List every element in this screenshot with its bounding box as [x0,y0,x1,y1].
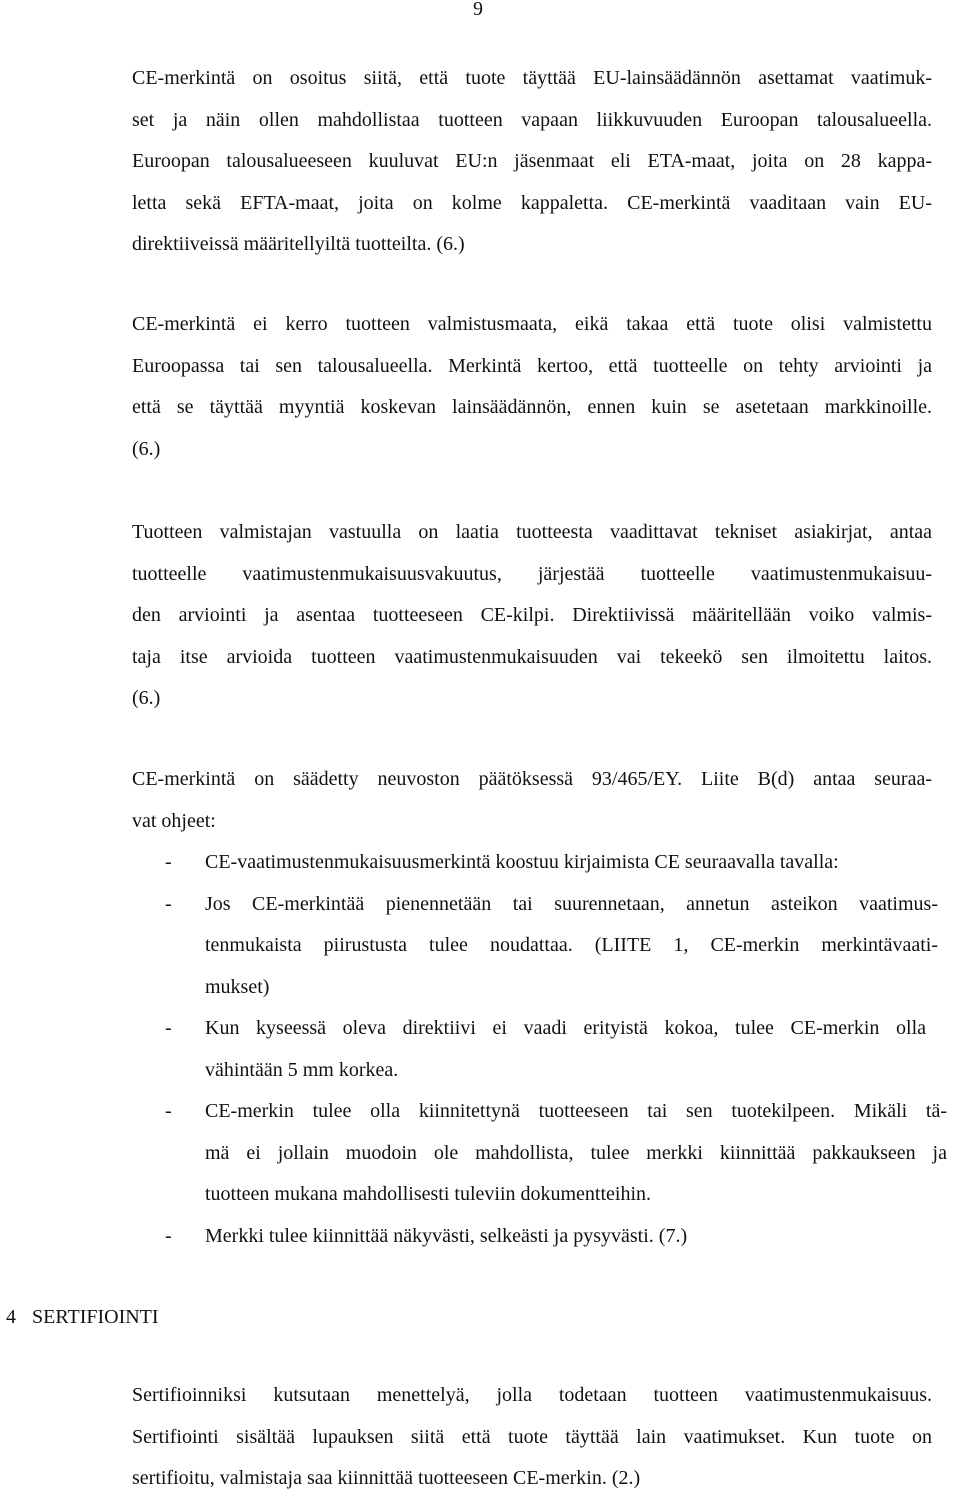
text-line: CE-merkintä on säädetty neuvoston päätöksessä 93/465/EY. Liite B(d) antaa seuraa- [132,768,932,790]
dash-bullet: - [165,851,172,873]
text-line: Sertifiointi sisältää lupauksen siitä että tuote täyttää lain vaatimukset. Kun tuote on [132,1425,932,1448]
text-line: Merkki tulee kiinnittää näkyvästi, selkeästi ja pysyvästi. (7.) [205,1224,688,1247]
list-item [165,1008,960,1091]
section-number: 4 [6,1306,16,1328]
text-line: sertifioitu, valmistaja saa kiinnittää tuotteeseen CE-merkin. (2.) [132,1467,641,1489]
text-line: että se täyttää myyntiä koskevan lainsäädännön, ennen kuin se asetetaan markkinoille. [132,396,932,418]
dash-bullet: - [165,1224,172,1247]
text-line: tenmukaista piirustusta tulee noudattaa. (LIITE 1, CE-merkin merkintävaati- [205,934,938,956]
list-item [165,842,960,884]
text-line: set ja näin ollen mahdollistaa tuotteen vapaan liikkuvuuden Euroopan talousalueella. [132,108,932,131]
dash-bullet: - [165,1017,172,1039]
text-line: (6.) [132,437,161,460]
text-line: mukset) [205,975,270,998]
text-line: Euroopassa tai sen talousalueella. Merkintä kertoo, että tuotteelle on tehty arviointi ja [132,354,932,377]
text-line: CE-vaatimustenmukaisuusmerkintä koostuu kirjaimista CE seuraavalla tavalla: [205,851,839,873]
paragraph-certification [132,1375,932,1500]
text-line: direktiiveissä määritellyiltä tuotteilta. (6.) [132,233,465,255]
text-line: letta sekä EFTA-maat, joita on kolme kappaletta. CE-merkintä vaaditaan vain EU- [132,191,932,214]
dash-bullet: - [165,1100,172,1122]
text-line: tuotteelle vaatimustenmukaisuusvakuutus, järjestää tuotteelle vaatimustenmukaisuu- [132,562,932,585]
text-line: den arviointi ja asentaa tuotteeseen CE-kilpi. Direktiivissä määritellään voiko valmis- [132,604,932,626]
list-item [165,1091,960,1216]
text-line: Jos CE-merkintää pienennetään tai suurennetaan, annetun asteikon vaatimus- [205,892,938,915]
text-line: mä ei jollain muodoin ole mahdollista, tulee merkki kiinnittää pakkaukseen ja [205,1141,947,1164]
guideline-list [165,842,960,1257]
text-line: Sertifioinniksi kutsutaan menettelyä, jolla todetaan tuotteen vaatimustenmukaisuus. [132,1384,932,1406]
paragraph-council-decision [132,759,932,842]
text-line: tuotteen mukana mahdollisesti tuleviin dokumentteihin. [205,1183,652,1205]
text-line: CE-merkin tulee olla kiinnitettynä tuotteeseen tai sen tuotekilpeen. Mikäli tä- [205,1100,947,1122]
text-line: Tuotteen valmistajan vastuulla on laatia tuotteesta vaadittavat tekniset asiakirjat, antaa [132,521,932,543]
text-line: CE-merkintä ei kerro tuotteen valmistusmaata, eikä takaa että tuote olisi valmistettu [132,313,932,335]
text-line: CE-merkintä on osoitus siitä, että tuote täyttää EU-lainsäädännön asettamat vaatimuk- [132,67,932,89]
section-heading [6,1302,159,1332]
list-item [165,1216,960,1258]
page-number: 9 [473,0,483,20]
paragraph-ce-marking-intro [132,58,932,266]
text-line: (6.) [132,687,161,709]
paragraph-ce-origin [132,304,932,470]
dash-bullet: - [165,892,172,915]
text-line: Euroopan talousalueeseen kuuluvat EU:n jäsenmaat eli ETA-maat, joita on 28 kappa- [132,150,932,172]
text-line: Kun kyseessä oleva direktiivi ei vaadi erityistä kokoa, tulee CE-merkin olla [205,1017,926,1039]
list-item [165,884,960,1009]
text-line: vähintään 5 mm korkea. [205,1058,399,1081]
text-line: taja itse arvioida tuotteen vaatimustenmukaisuuden vai tekeekö sen ilmoitettu laitos. [132,645,932,668]
paragraph-manufacturer-responsibility [132,512,932,720]
text-line: vat ohjeet: [132,809,216,832]
section-title: SERTIFIOINTI [32,1306,159,1328]
